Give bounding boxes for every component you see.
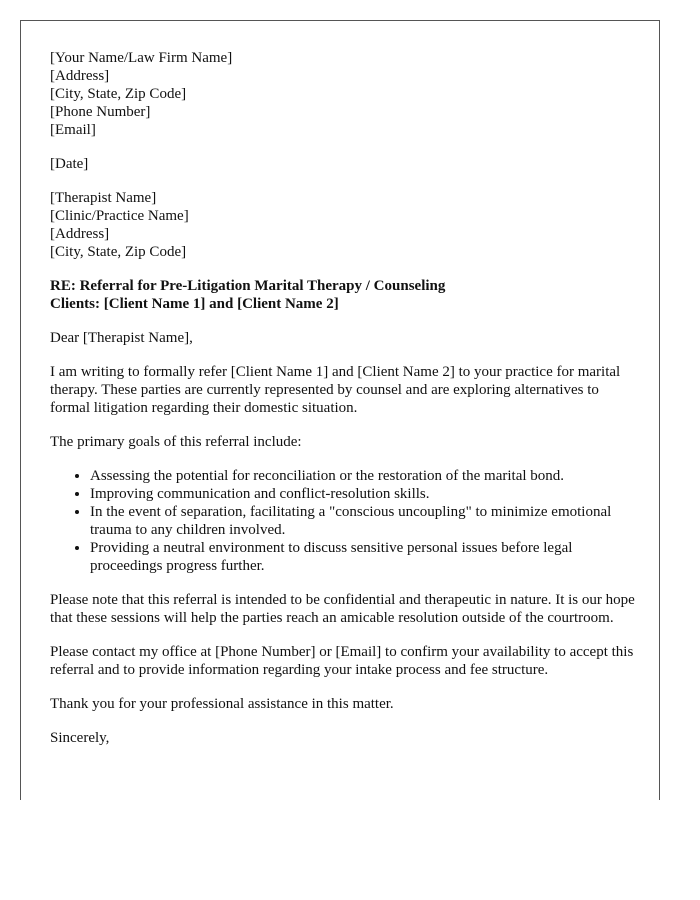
recipient-block: [50, 189, 635, 261]
goal-item: • Assessing the potential for reconciliation or the restoration of the marital bond.: [90, 467, 635, 485]
sender-block: [50, 49, 635, 139]
sender-phone: [Phone Number]: [50, 104, 151, 120]
subject-re-line: RE: Referral for Pre-Litigation Marital Therapy / Counseling: [50, 278, 446, 294]
contact-paragraph: Please contact my office at [Phone Number] or [Email] to confirm your availability to accept this referral and to provide information regarding your intake process and fee structure.: [50, 644, 634, 678]
thanks-paragraph: Thank you for your professional assistance in this matter.: [50, 696, 394, 712]
sender-name: [Your Name/Law Firm Name]: [50, 50, 233, 66]
subject-clients-line: Clients: [Client Name 1] and [Client Name 2]: [50, 296, 339, 312]
salutation: Dear [Therapist Name],: [50, 330, 193, 346]
letter-content: [50, 49, 635, 763]
subject-block: [50, 277, 635, 313]
goal-item: • Providing a neutral environment to discuss sensitive personal issues before legal proceedings progress further.: [90, 539, 635, 575]
goal-item: • Improving communication and conflict-resolution skills.: [90, 485, 635, 503]
goals-list: [50, 467, 635, 575]
recipient-address: [Address]: [50, 226, 110, 242]
recipient-city-state-zip: [City, State, Zip Code]: [50, 244, 187, 260]
confidentiality-paragraph: Please note that this referral is intended to be confidential and therapeutic in nature. It is our hope that these sessions will help the parties reach an amicable resolution outside of the courtroom.: [50, 592, 635, 626]
closing: Sincerely,: [50, 730, 110, 746]
sender-address: [Address]: [50, 68, 110, 84]
sender-email: [Email]: [50, 122, 96, 138]
recipient-clinic-name: [Clinic/Practice Name]: [50, 208, 189, 224]
letter-page: [20, 20, 660, 800]
recipient-therapist-name: [Therapist Name]: [50, 190, 157, 206]
date-block: [50, 155, 635, 173]
goals-intro: The primary goals of this referral include:: [50, 434, 302, 450]
goal-item: • In the event of separation, facilitating a "conscious uncoupling" to minimize emotional trauma to any children involved.: [90, 503, 635, 539]
sender-city-state-zip: [City, State, Zip Code]: [50, 86, 187, 102]
intro-paragraph: I am writing to formally refer [Client Name 1] and [Client Name 2] to your practice for marital therapy. These parties are currently represented by counsel and are exploring alternatives to formal litigation regarding their domestic situation.: [50, 364, 621, 416]
letter-date: [Date]: [50, 156, 89, 172]
